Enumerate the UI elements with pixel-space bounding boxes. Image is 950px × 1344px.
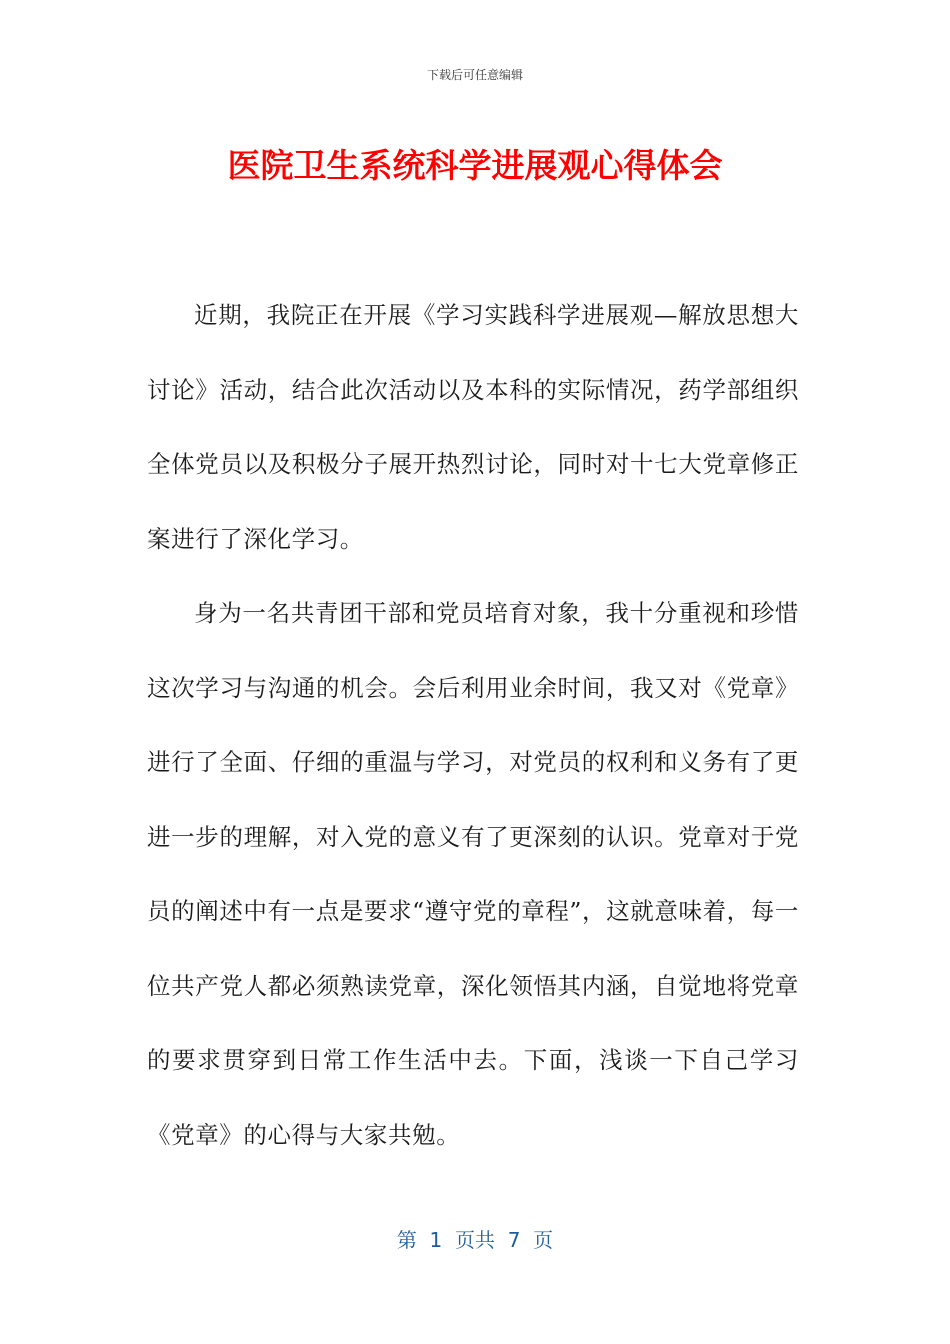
document-body: [147, 278, 799, 1172]
paragraph-2: 身为一名共青团干部和党员培育对象，我十分重视和珍惜这次学习与沟通的机会。会后利用业余时间，我又对《党章》进行了全面、仔细的重温与学习，对党员的权利和义务有了更进一步的理解，对入党的意义有了更深刻的认识。党章对于党员的阐述中有一点是要求“遵守党的章程”，这就意味着，每一位共产党人都必须熟读党章，深化领悟其内涵，自觉地将党章的要求贯穿到日常工作生活中去。下面，浅谈一下自己学习《党章》的心得与大家共勉。: [147, 599, 799, 1149]
document-title: 医院卫生系统科学进展观心得体会: [227, 146, 723, 185]
page-number-footer: 第 1 页共 7 页: [396, 1228, 554, 1252]
paragraph-1: 近期，我院正在开展《学习实践科学进展观—解放思想大讨论》活动，结合此次活动以及本科的实际情况，药学部组织全体党员以及积极分子展开热烈讨论，同时对十七大党章修正案进行了深化学习。: [147, 301, 799, 553]
header-note: 下载后可任意编辑: [426, 68, 523, 82]
